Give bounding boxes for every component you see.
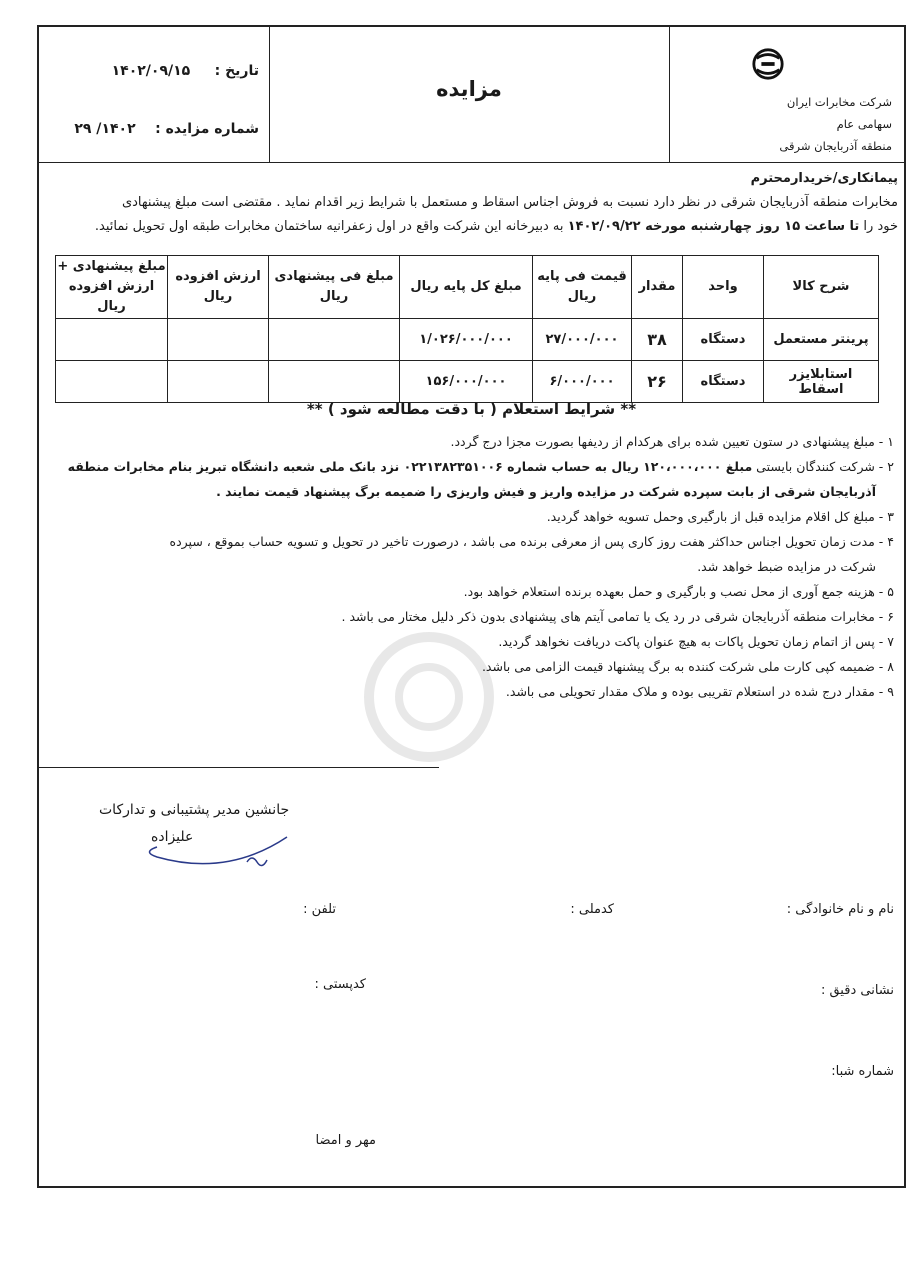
conditions-title: ** شرایط استعلام ( با دقت مطالعه شود ) **	[306, 400, 637, 418]
condition-8: ۸ - ضمیمه کپی کارت ملی شرکت کننده به برگ پیشنهاد قیمت الزامی می باشد.	[481, 659, 894, 674]
document-header	[39, 27, 904, 163]
cell-qty: ۲۶	[632, 361, 683, 403]
name-field-label: نام و نام خانوادگی :	[786, 902, 894, 917]
condition-4: ۴ - مدت زمان تحویل اجناس حداکثر هفت روز کاری پس از معرفی برنده می باشد ، درصورت تاخیر در تحویل و تسویه حساب بموقع ، سپرده	[169, 534, 894, 549]
signature-divider	[39, 767, 439, 768]
intro-paragraph	[49, 167, 898, 239]
date-value: ۱۴۰۲/۰۹/۱۵	[111, 63, 191, 79]
address-field-label: نشانی دقیق :	[820, 983, 894, 998]
cell-total: ۱/۰۲۶/۰۰۰/۰۰۰	[400, 319, 533, 361]
table-row	[56, 361, 879, 403]
cell-item: پرینتر مستعمل	[764, 319, 879, 361]
header-title-cell	[269, 27, 670, 162]
cell-bid-vat[interactable]	[56, 361, 168, 403]
auction-number-value: ۱۴۰۲/ ۲۹	[74, 121, 136, 137]
signature-name: علیزاده	[151, 829, 194, 845]
cell-vat[interactable]	[168, 361, 269, 403]
cell-bid[interactable]	[269, 361, 400, 403]
intro-line-1: مخابرات منطقه آذربایجان شرقی در نظر دارد نسبت به فروش اجناس اسقاط و مستعمل با شرایط زیر اقدام نماید . مقتضی است مبلغ پیشنهادی	[121, 195, 898, 210]
cell-bid[interactable]	[269, 319, 400, 361]
stamp-signature-label: مهر و امضا	[315, 1133, 376, 1148]
col-vat-header: ارزش افزوده ریال	[168, 256, 269, 319]
date-line	[112, 63, 259, 79]
document-frame	[37, 25, 906, 1188]
cell-item: استابلایزر اسقاط	[764, 361, 879, 403]
cell-unit-price: ۶/۰۰۰/۰۰۰	[533, 361, 632, 403]
condition-7: ۷ - پس از اتمام زمان تحویل پاکات به هیچ عنوان پاکت دریافت نخواهد گردید.	[498, 634, 894, 649]
condition-2-start: ۲ - شرکت کنندگان بایستی	[756, 459, 894, 474]
condition-9: ۹ - مقدار درج شده در استعلام تقریبی بوده و ملاک مقدار تحویلی می باشد.	[505, 684, 894, 699]
sheba-field-label: شماره شبا:	[831, 1064, 894, 1079]
header-date-cell	[39, 27, 270, 162]
salutation: پیمانکاری/خریدارمحترم	[750, 171, 898, 186]
col-unit-header: واحد	[683, 256, 764, 319]
intro-line-2	[49, 215, 898, 239]
cell-vat[interactable]	[168, 319, 269, 361]
table-header-row	[56, 256, 879, 319]
cell-qty: ۳۸	[632, 319, 683, 361]
cell-bid-vat[interactable]	[56, 319, 168, 361]
col-item-header: شرح کالا	[764, 256, 879, 319]
col-qty-header: مقدار	[632, 256, 683, 319]
condition-1: ۱ - مبلغ پیشنهادی در ستون تعیین شده برای هرکدام از ردیفها بصورت مجزا درج گردد.	[450, 434, 894, 449]
col-bid-vat-header: مبلغ پیشنهادی + ارزش افزوده ریال	[56, 256, 168, 319]
signature-title: جانشین مدیر پشتیبانی و تدارکات	[99, 802, 290, 818]
phone-field-label: تلفن :	[303, 902, 336, 917]
condition-4-continued: شرکت در مزایده ضبط خواهد شد.	[697, 559, 876, 574]
handwritten-signature-icon	[137, 817, 297, 877]
deadline-text: تا ساعت ۱۵ روز چهارشنبه مورخه ۱۴۰۲/۰۹/۲۲	[567, 219, 860, 234]
condition-3: ۳ - مبلغ کل اقلام مزایده قبل از بارگیری وحمل تسویه خواهد گردید.	[546, 509, 894, 524]
company-name	[779, 91, 892, 157]
intro-line-2c: به دبیرخانه این شرکت واقع در اول زعفرانیه ساختمان مخابرات طبقه اول تحویل نمائید.	[94, 219, 564, 234]
condition-5: ۵ - هزینه جمع آوری از محل نصب و بارگیری و حمل بعهده برنده استعلام خواهد بود.	[463, 584, 894, 599]
table-row	[56, 319, 879, 361]
auction-number-line	[74, 121, 259, 137]
national-code-field-label: کدملی :	[570, 902, 614, 917]
header-company-cell	[669, 27, 904, 162]
date-label: تاریخ :	[214, 63, 259, 79]
cell-unit-price: ۲۷/۰۰۰/۰۰۰	[533, 319, 632, 361]
company-logo-icon	[749, 47, 787, 81]
items-table	[55, 255, 879, 403]
condition-2-continued: آذربایجان شرقی از بابت سپرده شرکت در مزایده واریز و فیش واریزی را ضمیمه برگ پیشنهاد قیمت نمایند .	[216, 484, 876, 499]
condition-2-deposit: مبلغ ۱۲۰،۰۰۰،۰۰۰ ریال به حساب شماره ۰۲۲۱۳۸۲۳۵۱۰۰۶ نزد بانک ملی شعبه دانشگاه تبریز بنام مخابرات منطقه	[67, 459, 753, 474]
col-total-header: مبلغ کل پایه ریال	[400, 256, 533, 319]
auction-number-label: شماره مزایده :	[155, 121, 259, 137]
conditions-list	[53, 429, 894, 704]
cell-unit: دستگاه	[683, 361, 764, 403]
intro-line-2a: خود را	[863, 219, 898, 234]
document-title: مزایده	[436, 77, 502, 101]
condition-2	[53, 454, 894, 479]
col-unit-price-header: قیمت فی پایه ریال	[533, 256, 632, 319]
company-line-2: سهامی عام	[836, 117, 892, 131]
cell-unit: دستگاه	[683, 319, 764, 361]
company-line-1: شرکت مخابرات ایران	[786, 95, 892, 109]
postal-code-field-label: کدپستی :	[314, 977, 366, 992]
condition-6: ۶ - مخابرات منطقه آذربایجان شرقی در رد یک یا تمامی آیتم های پیشنهادی بدون ذکر دلیل مختار می باشد .	[341, 609, 894, 624]
company-line-3: منطقه آذربایجان شرقی	[779, 139, 892, 153]
cell-total: ۱۵۶/۰۰۰/۰۰۰	[400, 361, 533, 403]
col-bid-header: مبلغ فی پیشنهادی ریال	[269, 256, 400, 319]
